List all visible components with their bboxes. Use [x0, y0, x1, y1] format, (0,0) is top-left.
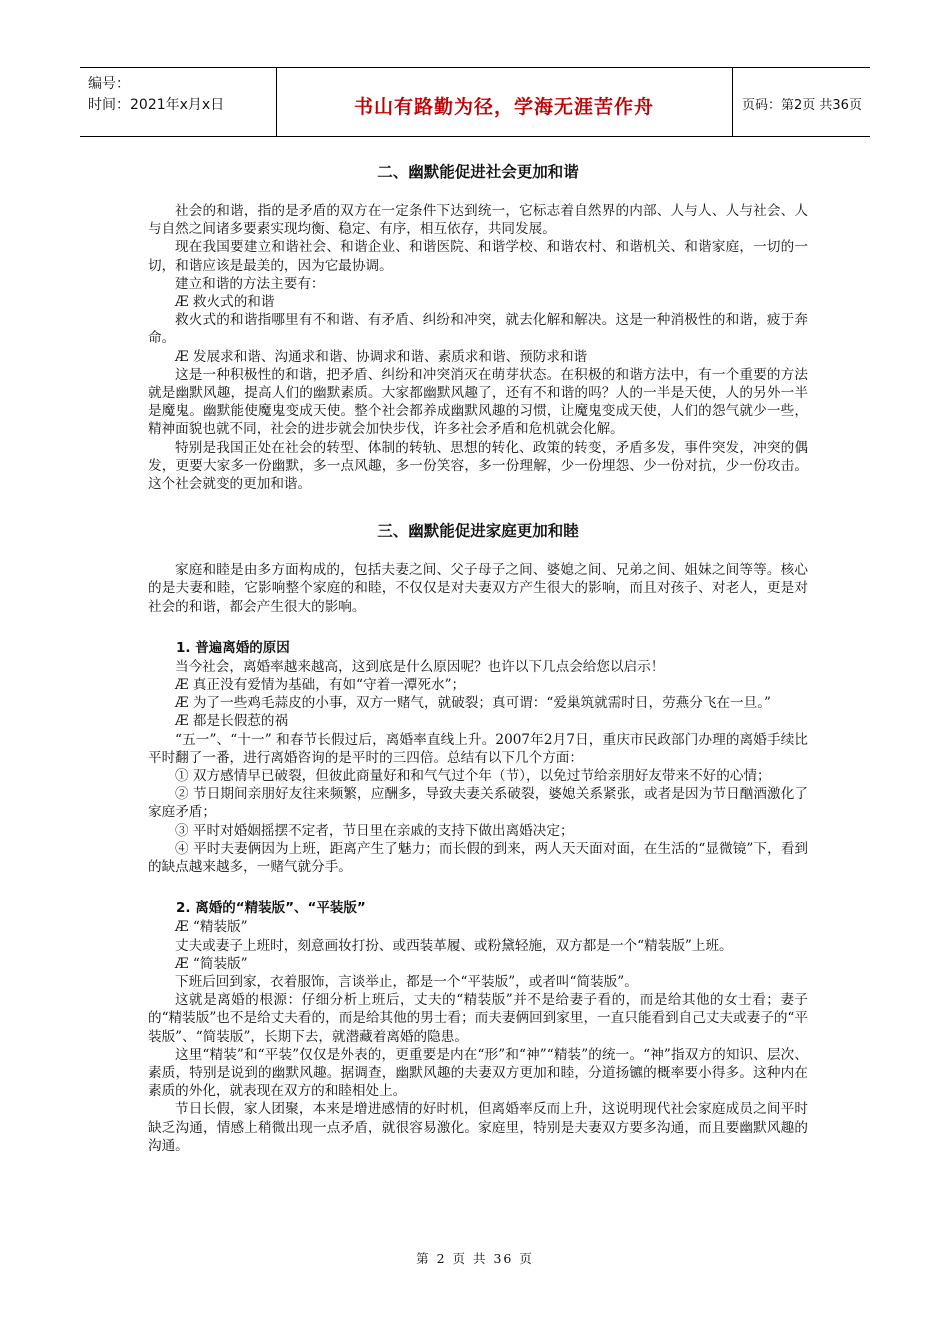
header-motto-cell — [276, 68, 733, 136]
paragraph: 当今社会，离婚率越来越高，这到底是什么原因呢？也许以下几点会给您以启示！ — [175, 658, 665, 675]
subsection-title: 1. 普遍离婚的原因 — [176, 639, 290, 656]
paragraph: 这是一种积极性的和谐，把矛盾、纠纷和冲突消灭在萌芽状态。在积极的和谐方法中，有一个重要的方法就是幽默风趣，提高人们的幽默素质。大家都幽默风趣了，还有不和谐的吗？人的一半是天使，人的另外一半是魔鬼。幽默能使魔鬼变成天使。整个社会都养成幽默风趣的习惯，让魔鬼变成天使，人们的怨气就少一些，精神面貌也就不同，社会的进步就会加快步伐，许多社会矛盾和危机就会化解。 — [148, 366, 808, 438]
paragraph: 下班后回到家，衣着服饰，言谈举止，都是一个“平装版”，或者叫“简装版”。 — [175, 973, 638, 990]
document-number-label: 编号： — [88, 76, 130, 92]
page-footer: 第 2 页 共 36 页 — [416, 1251, 534, 1266]
paragraph: 这就是离婚的根源：仔细分析上班后，丈夫的“精装版”并不是给妻子看的，而是给其他的女士看；妻子的“精装版”也不是给丈夫看的，而是给其他的男士看；而夫妻俩回到家里，一直只能看到自己丈夫或妻子的“平装版”、“简装版”，长期下去，就潜藏着离婚的隐患。 — [148, 992, 808, 1045]
document-body — [148, 152, 808, 1155]
paragraph: 现在我国要建立和谐社会、和谐企业、和谐医院、和谐学校、和谐农村、和谐机关、和谐家庭，一切的一切，和谐应该是最美的，因为它最协调。 — [148, 239, 808, 274]
bullet-item: Æ 真正没有爱情为基础，有如“守着一潭死水”； — [175, 677, 466, 694]
bullet-item: Æ 都是长假惹的祸 — [175, 713, 289, 730]
paragraph: 丈夫或妻子上班时，刻意画妆打扮、或西装革履、或粉黛轻施，双方都是一个“精装版”上班。 — [175, 937, 733, 954]
bullet-item: Æ 救火式的和谐 — [175, 294, 275, 311]
paragraph: 这里“精装”和“平装”仅仅是外表的，更重要是内在“形”和“神”“精装”的统一。“神”指双方的知识、层次、素质，特别是说到的幽默风趣。据调查，幽默风趣的夫妻双方更加和睦，分道扬镳的概率要小得多。这种内在素质的外化，就表现在双方的和睦相处上。 — [148, 1046, 808, 1100]
header-info-cell — [80, 68, 277, 136]
bullet-item: Æ 为了一些鸡毛蒜皮的小事，双方一赌气，就破裂；真可谓：“爱巢筑就需时日，劳燕分飞在一旦。” — [175, 695, 771, 712]
subsection-body — [148, 658, 808, 876]
section-title: 二、幽默能促进社会更加和谐 — [377, 163, 579, 181]
header-motto: 书山有路勤为径，学海无涯苦作舟 — [353, 96, 654, 118]
paragraph: 家庭和睦是由多方面构成的，包括夫妻之间、父子母子之间、婆媳之间、兄弟之间、姐妹之间等等。核心的是夫妻和睦，它影响整个家庭的和睦，不仅仅是对夫妻双方产生很大的影响，而且对孩子、对老人，更是对社会的和谐，都会产生很大的影响。 — [148, 562, 808, 615]
document-header — [80, 67, 870, 137]
paragraph: 特别是我国正处在社会的转型、体制的转轨、思想的转化、政策的转变，矛盾多发，事件突发，冲突的偶发，更要大家多一份幽默，多一点风趣，多一份笑容，多一份理解，少一份埋怨、少一份对抗，少一份攻击。这个社会就变的更加和谐。 — [148, 439, 808, 493]
subsection-title: 2. 离婚的“精装版”、“平装版” — [176, 900, 366, 917]
bullet-item: Æ 发展求和谐、沟通求和谐、协调求和谐、素质求和谐、预防求和谐 — [175, 348, 588, 365]
subsection-body — [148, 918, 808, 1155]
bullet-item: Æ “简装版” — [175, 955, 248, 972]
bullet-item: Æ “精装版” — [175, 919, 248, 936]
paragraph: 建立和谐的方法主要有： — [175, 275, 325, 292]
paragraph: 救火式的和谐指哪里有不和谐、有矛盾、纠纷和冲突，就去化解和解决。这是一种消极性的和谐，疲于奔命。 — [148, 312, 808, 347]
list-item: ① 双方感情早已破裂，但彼此商量好和和气气过个年（节），以免过节给亲朋好友带来不好的心情； — [175, 768, 771, 785]
paragraph: “五一”、“十一” 和春节长假过后，离婚率直线上升。2007年2月7日，重庆市民政部门办理的离婚手续比平时翻了一番，进行离婚咨询的是平时的三四倍。总结有以下几个方面： — [148, 731, 808, 766]
list-item: ② 节日期间亲朋好友往来频繁，应酬多，导致夫妻关系破裂，婆媳关系紧张，或者是因为节日酗酒激化了家庭矛盾； — [148, 786, 808, 821]
header-page-number: 页码：第2页 共36页 — [742, 98, 862, 113]
paragraph: 节日长假，家人团聚，本来是增进感情的好时机，但离婚率反而上升，这说明现代社会家庭成员之间平时缺乏沟通，情感上稍微出现一点矛盾，就很容易激化。家庭里，特别是夫妻双方要多沟通，而且要幽默风趣的沟通。 — [148, 1101, 808, 1154]
section-body — [148, 202, 808, 493]
list-item: ③ 平时对婚姻摇摆不定者，节日里在亲戚的支持下做出离婚决定； — [175, 822, 574, 839]
document-time-label: 时间：2021年x月x日 — [88, 97, 225, 113]
section-title: 三、幽默能促进家庭更加和睦 — [377, 522, 579, 541]
header-page-cell — [732, 68, 870, 136]
list-item: ④ 平时夫妻俩因为上班，距离产生了魅力；而长假的到来，两人天天面对面，在生活的“显微镜”下，看到的缺点越来越多，一赌气就分手。 — [148, 840, 808, 876]
paragraph: 社会的和谐，指的是矛盾的双方在一定条件下达到统一，它标志着自然界的内部、人与人、人与社会、人与自然之间诸多要素实现均衡、稳定、有序，相互依存，共同发展。 — [148, 203, 808, 238]
